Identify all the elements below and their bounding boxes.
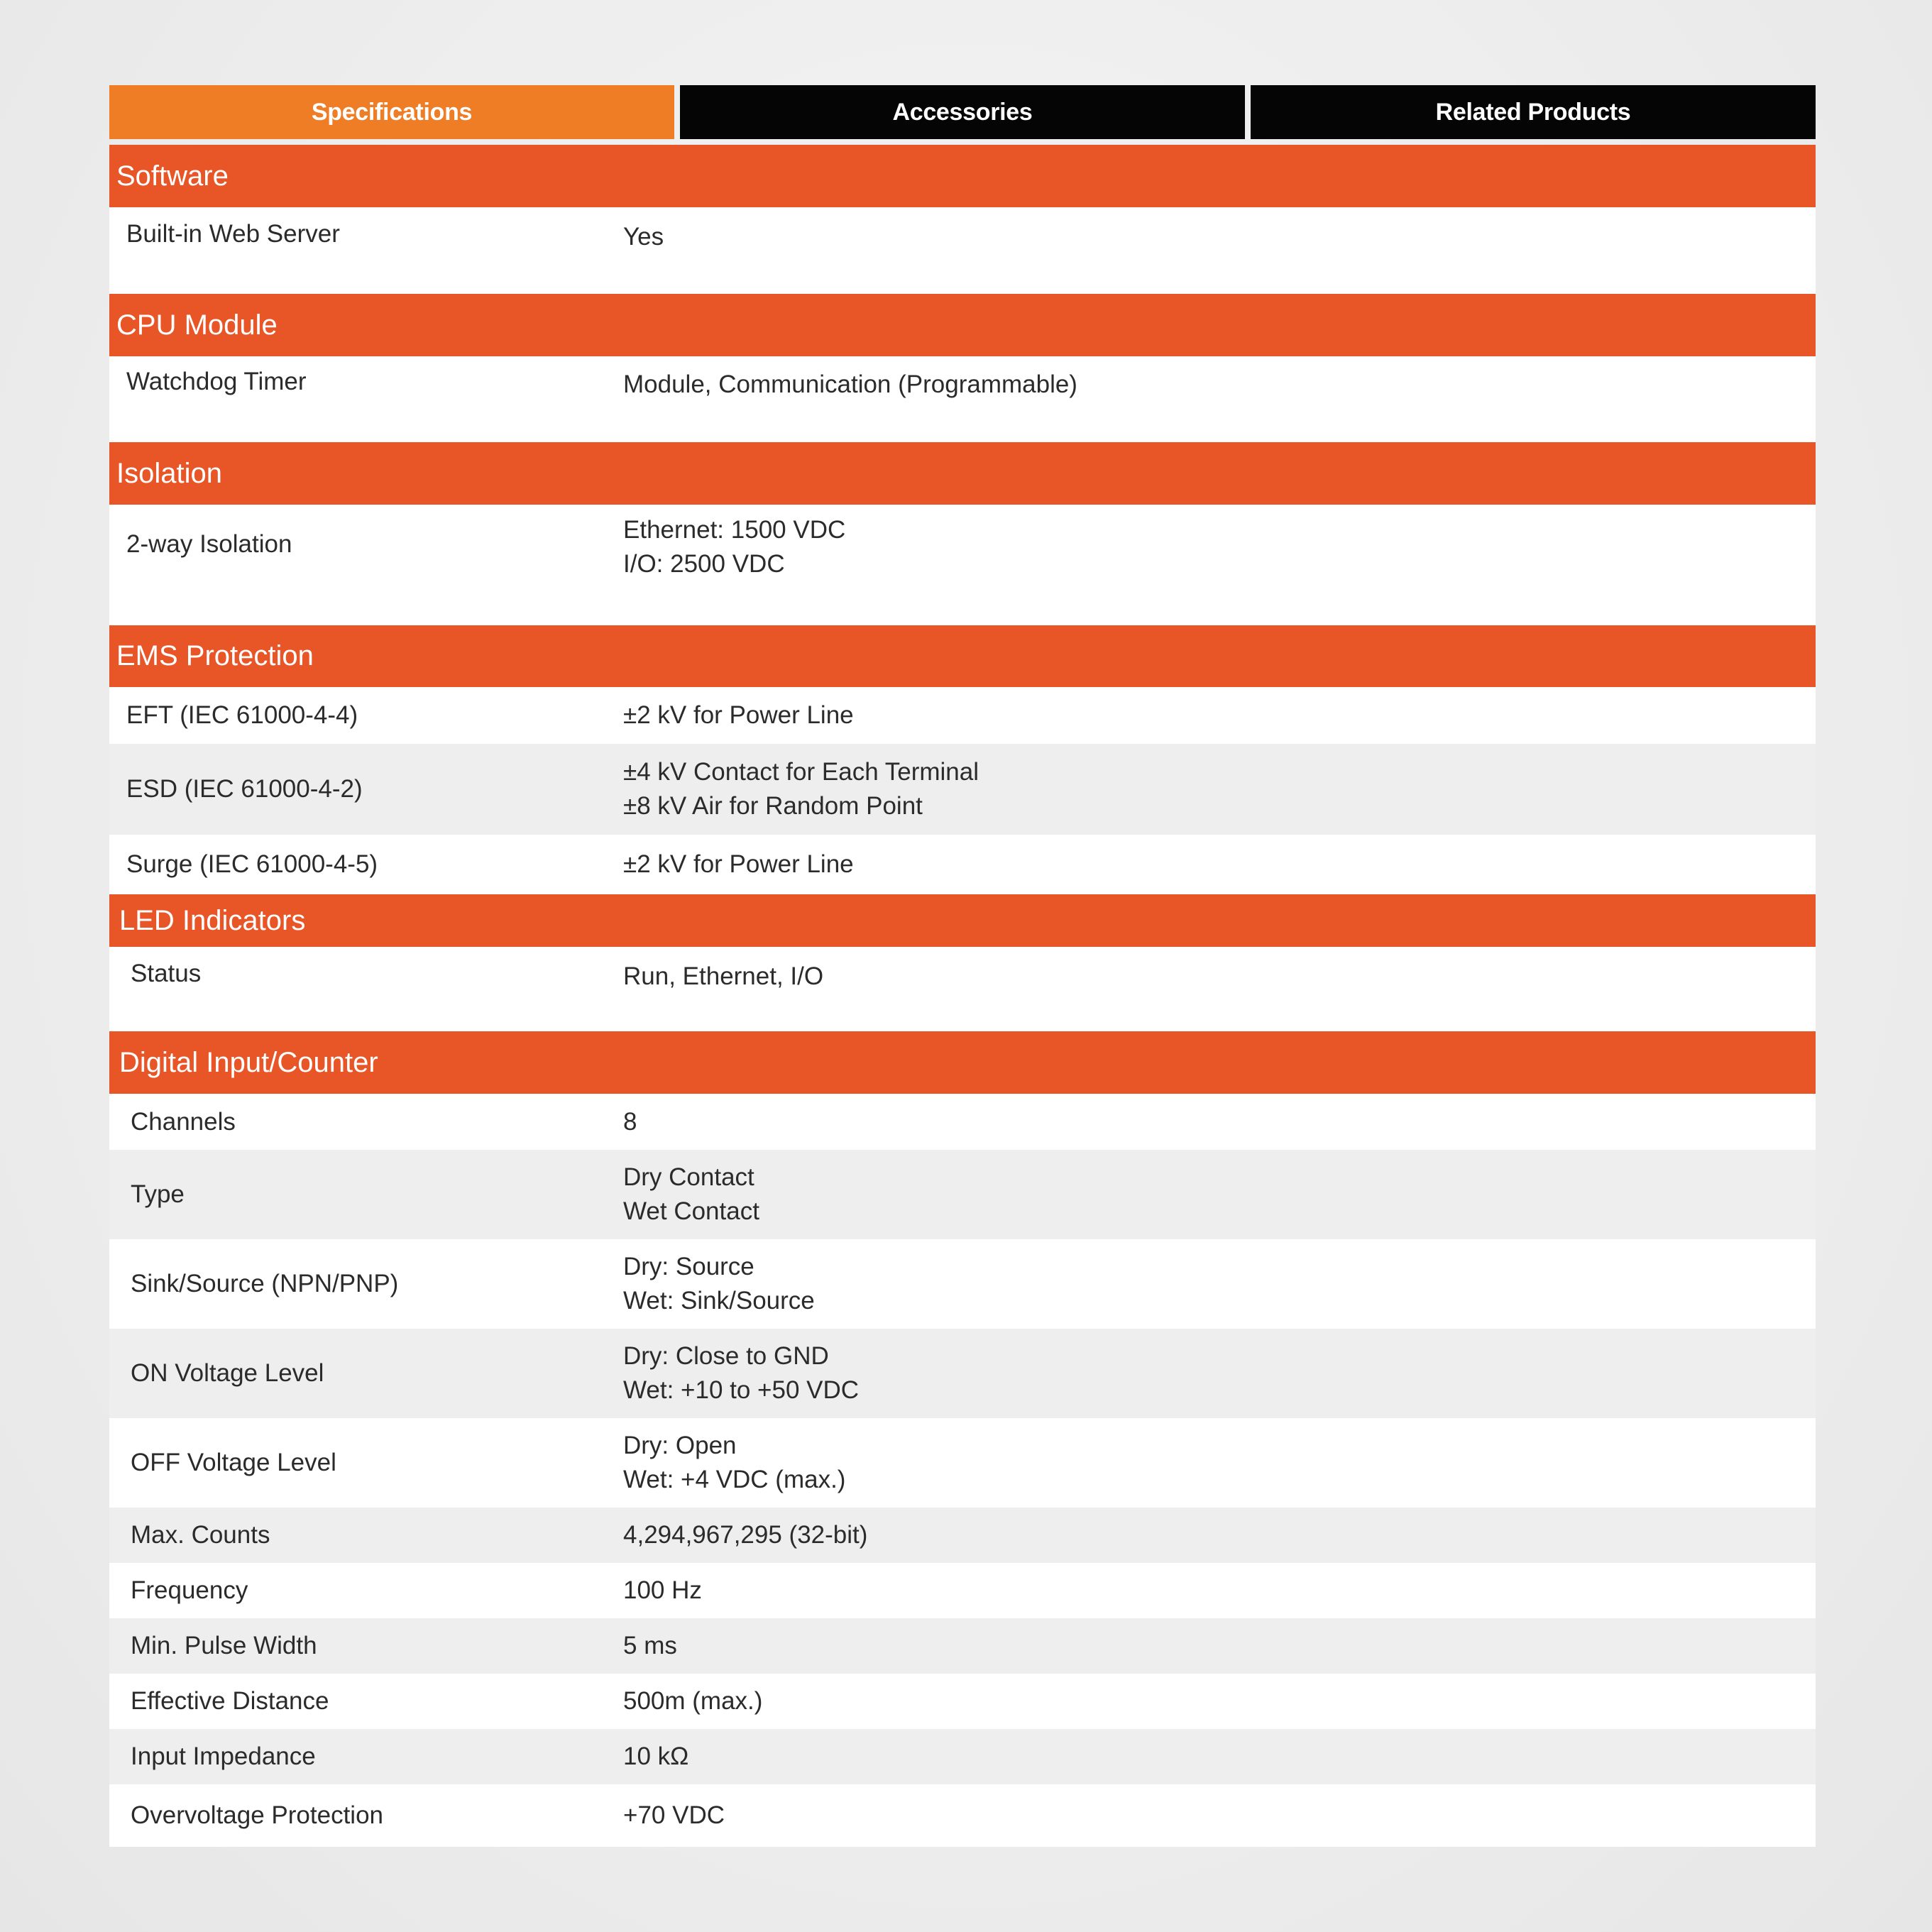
spec-row <box>109 947 1816 1031</box>
spec-label: Max. Counts <box>131 1521 270 1549</box>
spec-value: Dry: Close to GND Wet: +10 to +50 VDC <box>623 1342 860 1404</box>
spec-row <box>109 1563 1816 1618</box>
section-header-isolation: Isolation <box>109 442 1816 505</box>
tab-specifications[interactable]: Specifications <box>109 85 674 139</box>
spec-row <box>109 207 1816 294</box>
spec-row <box>109 1674 1816 1729</box>
product-spec-panel <box>109 85 1816 1847</box>
spec-value: 10 kΩ <box>623 1742 689 1770</box>
spec-value: Dry: Source Wet: Sink/Source <box>623 1253 815 1314</box>
section-header-software: Software <box>109 145 1816 207</box>
spec-row <box>109 835 1816 894</box>
spec-label: Effective Distance <box>131 1687 329 1715</box>
section-header-ems-protection: EMS Protection <box>109 625 1816 687</box>
spec-label: EFT (IEC 61000-4-4) <box>126 701 358 729</box>
spec-label: Sink/Source (NPN/PNP) <box>131 1270 399 1297</box>
spec-label: ESD (IEC 61000-4-2) <box>126 775 363 803</box>
spec-row <box>109 1729 1816 1784</box>
tab-bar <box>109 85 1816 139</box>
spec-value: Run, Ethernet, I/O <box>623 962 824 990</box>
spec-row <box>109 1618 1816 1674</box>
spec-row <box>109 1094 1816 1150</box>
spec-row <box>109 356 1816 442</box>
spec-value: 500m (max.) <box>623 1687 763 1715</box>
spec-label: Surge (IEC 61000-4-5) <box>126 850 378 878</box>
spec-value: Dry Contact Wet Contact <box>623 1163 759 1225</box>
spec-row <box>109 687 1816 744</box>
spec-row <box>109 1239 1816 1329</box>
spec-label: Status <box>131 960 202 987</box>
spec-label: Built-in Web Server <box>126 220 340 248</box>
spec-label: Watchdog Timer <box>126 368 307 395</box>
spec-value: Module, Communication (Programmable) <box>623 371 1077 398</box>
spec-value: ±4 kV Contact for Each Terminal ±8 kV Air for Random Point <box>623 758 979 820</box>
spec-value: 100 Hz <box>623 1576 702 1604</box>
tab-related-products[interactable]: Related Products <box>1251 85 1816 139</box>
spec-row <box>109 1784 1816 1847</box>
spec-row <box>109 1418 1816 1508</box>
spec-label: Input Impedance <box>131 1742 316 1770</box>
section-header-led-indicators: LED Indicators <box>109 894 1816 947</box>
spec-label: Overvoltage Protection <box>131 1801 384 1829</box>
section-header-digital-input-counter: Digital Input/Counter <box>109 1031 1816 1094</box>
spec-value: ±2 kV for Power Line <box>623 701 854 729</box>
spec-row <box>109 1329 1816 1418</box>
spec-label: OFF Voltage Level <box>131 1449 336 1476</box>
spec-value: 5 ms <box>623 1632 677 1659</box>
spec-value: Yes <box>623 223 664 251</box>
tab-accessories[interactable]: Accessories <box>680 85 1245 139</box>
spec-value: Dry: Open Wet: +4 VDC (max.) <box>623 1432 846 1493</box>
spec-value: Ethernet: 1500 VDC I/O: 2500 VDC <box>623 516 846 578</box>
spec-value: +70 VDC <box>623 1801 725 1829</box>
spec-row <box>109 505 1816 625</box>
spec-label: Type <box>131 1180 185 1208</box>
spec-label: ON Voltage Level <box>131 1359 324 1387</box>
spec-label: Frequency <box>131 1576 248 1604</box>
section-header-cpu-module: CPU Module <box>109 294 1816 356</box>
spec-label: Channels <box>131 1107 236 1136</box>
spec-row <box>109 744 1816 835</box>
spec-value: ±2 kV for Power Line <box>623 850 854 878</box>
spec-row <box>109 1150 1816 1239</box>
spec-label: Min. Pulse Width <box>131 1632 317 1659</box>
spec-label: 2-way Isolation <box>126 530 292 558</box>
spec-value: 4,294,967,295 (32-bit) <box>623 1521 868 1549</box>
spec-row <box>109 1508 1816 1563</box>
spec-value: 8 <box>623 1107 637 1136</box>
